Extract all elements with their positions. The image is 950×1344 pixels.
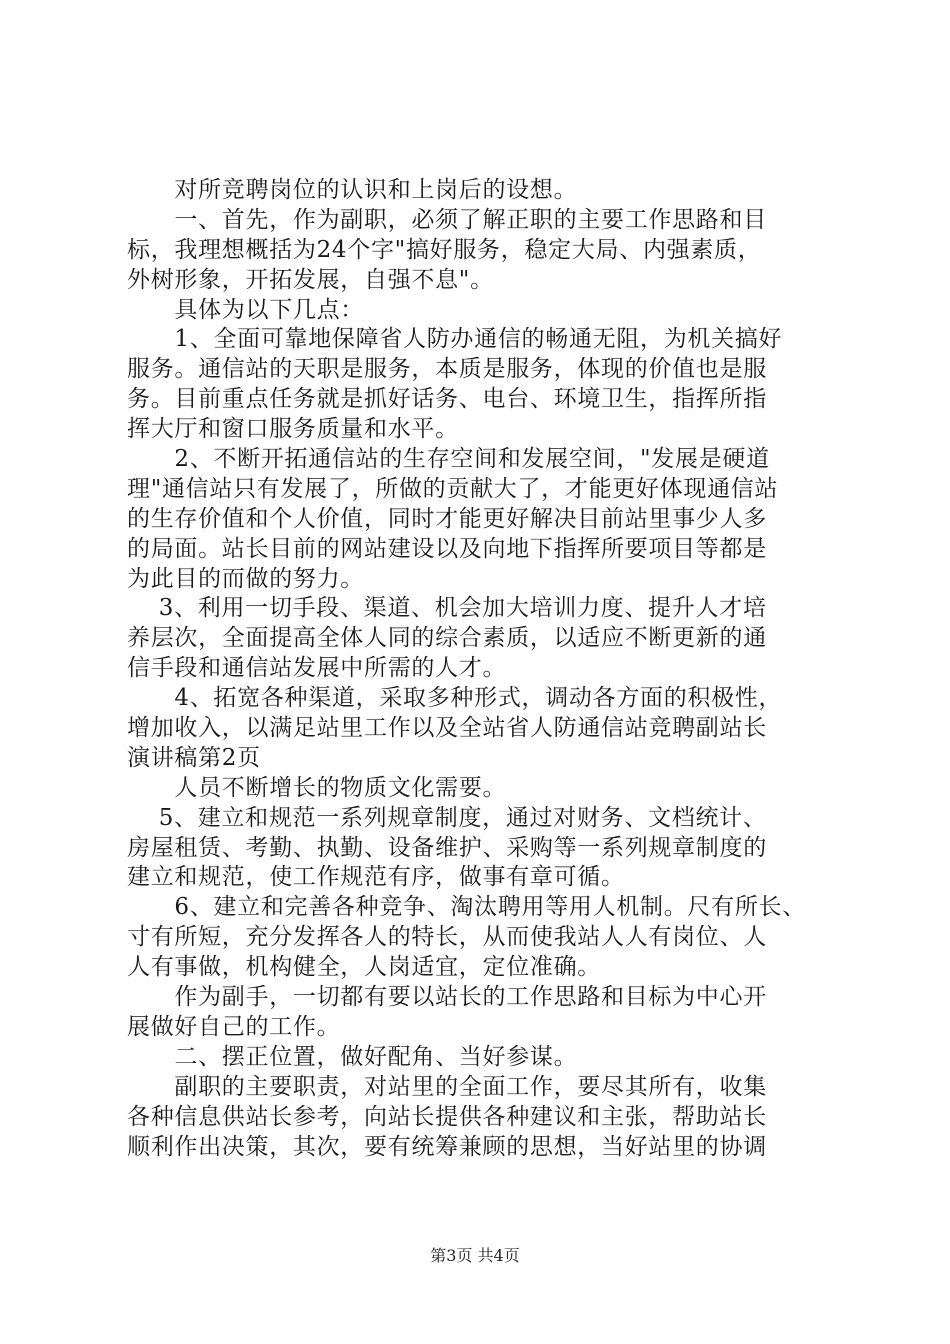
text-line: 理"通信站只有发展了，所做的贡献大了，才能更好体现通信站 (127, 475, 779, 502)
text-line: 展做好自己的工作。 (127, 1013, 341, 1040)
text-line: 演讲稿第2页 (127, 744, 261, 771)
text-line: 养层次，全面提高全体人同的综合素质，以适应不断更新的通 (127, 625, 767, 652)
text-line: 为此目的而做的努力。 (127, 565, 364, 592)
text-line: 副职的主要职责，对站里的全面工作，要尽其所有，收集 (127, 1073, 767, 1100)
text-line: 人员不断增长的物质文化需要。 (127, 774, 507, 801)
text-line: 增加收入，以满足站里工作以及全站省人防通信站竞聘副站长 (127, 715, 767, 742)
text-line: 人有事做，机构健全，人岗适宜，定位准确。 (127, 954, 601, 981)
text-line: 2、不断开拓通信站的生存空间和发展空间，"发展是硬道 (127, 446, 770, 473)
text-line: 外树形象，开拓发展，自强不息"。 (127, 266, 494, 293)
text-line: 二、摆正位置，做好配角、当好参谋。 (127, 1043, 578, 1070)
text-line: 对所竞聘岗位的认识和上岗后的设想。 (127, 177, 578, 203)
text-line: 建立和规范，使工作规范有序，做事有章可循。 (127, 864, 625, 891)
text-line: 挥大厅和窗口服务质量和水平。 (127, 416, 459, 443)
text-line: 各种信息供站长参考，向站长提供各种建议和主张，帮助站长 (127, 1103, 767, 1130)
page-footer: 第3页 共4页 (430, 1246, 520, 1265)
text-line: 信手段和通信站发展中所需的人才。 (127, 655, 507, 682)
text-line: 寸有所短，充分发挥各人的特长，从而使我站人人有岗位、人 (127, 924, 767, 951)
text-line: 作为副手，一切都有要以站长的工作思路和目标为中心开 (127, 984, 767, 1011)
text-line: 1、全面可靠地保障省人防办通信的畅通无阻，为机关搞好 (127, 326, 783, 353)
text-line: 务。目前重点任务就是抓好话务、电台、环境卫生，指挥所指 (127, 386, 767, 413)
text-line: 房屋租赁、考勤、执勤、设备维护、采购等一系列规章制度的 (127, 834, 767, 861)
text-line: 的生存价值和个人价值，同时才能更好解决目前站里事少人多 (127, 505, 767, 532)
text-line: 服务。通信站的天职是服务，本质是服务，体现的价值也是服 (127, 356, 767, 383)
text-line: 6、建立和完善各种竞争、淘汰聘用等用人机制。尺有所长、 (127, 894, 806, 921)
text-line: 3、利用一切手段、渠道、机会加大培训力度、提升人才培 (127, 595, 767, 622)
text-line: 顺利作出决策，其次，要有统筹兼顾的思想，当好站里的协调 (127, 1133, 767, 1160)
document-body (127, 176, 833, 1162)
text-line: 具体为以下几点： (127, 296, 364, 323)
text-line: 5、建立和规范一系列规章制度，通过对财务、文档统计、 (127, 804, 767, 831)
text-line: 一、首先，作为副职，必须了解正职的主要工作思路和目 (127, 206, 767, 233)
text-line: 4、拓宽各种渠道，采取多种形式，调动各方面的积极性， (127, 685, 783, 712)
text-line: 的局面。站长目前的网站建设以及向地下指挥所要项目等都是 (127, 535, 767, 562)
text-line: 标，我理想概括为24个字"搞好服务，稳定大局、内强素质， (127, 236, 762, 263)
